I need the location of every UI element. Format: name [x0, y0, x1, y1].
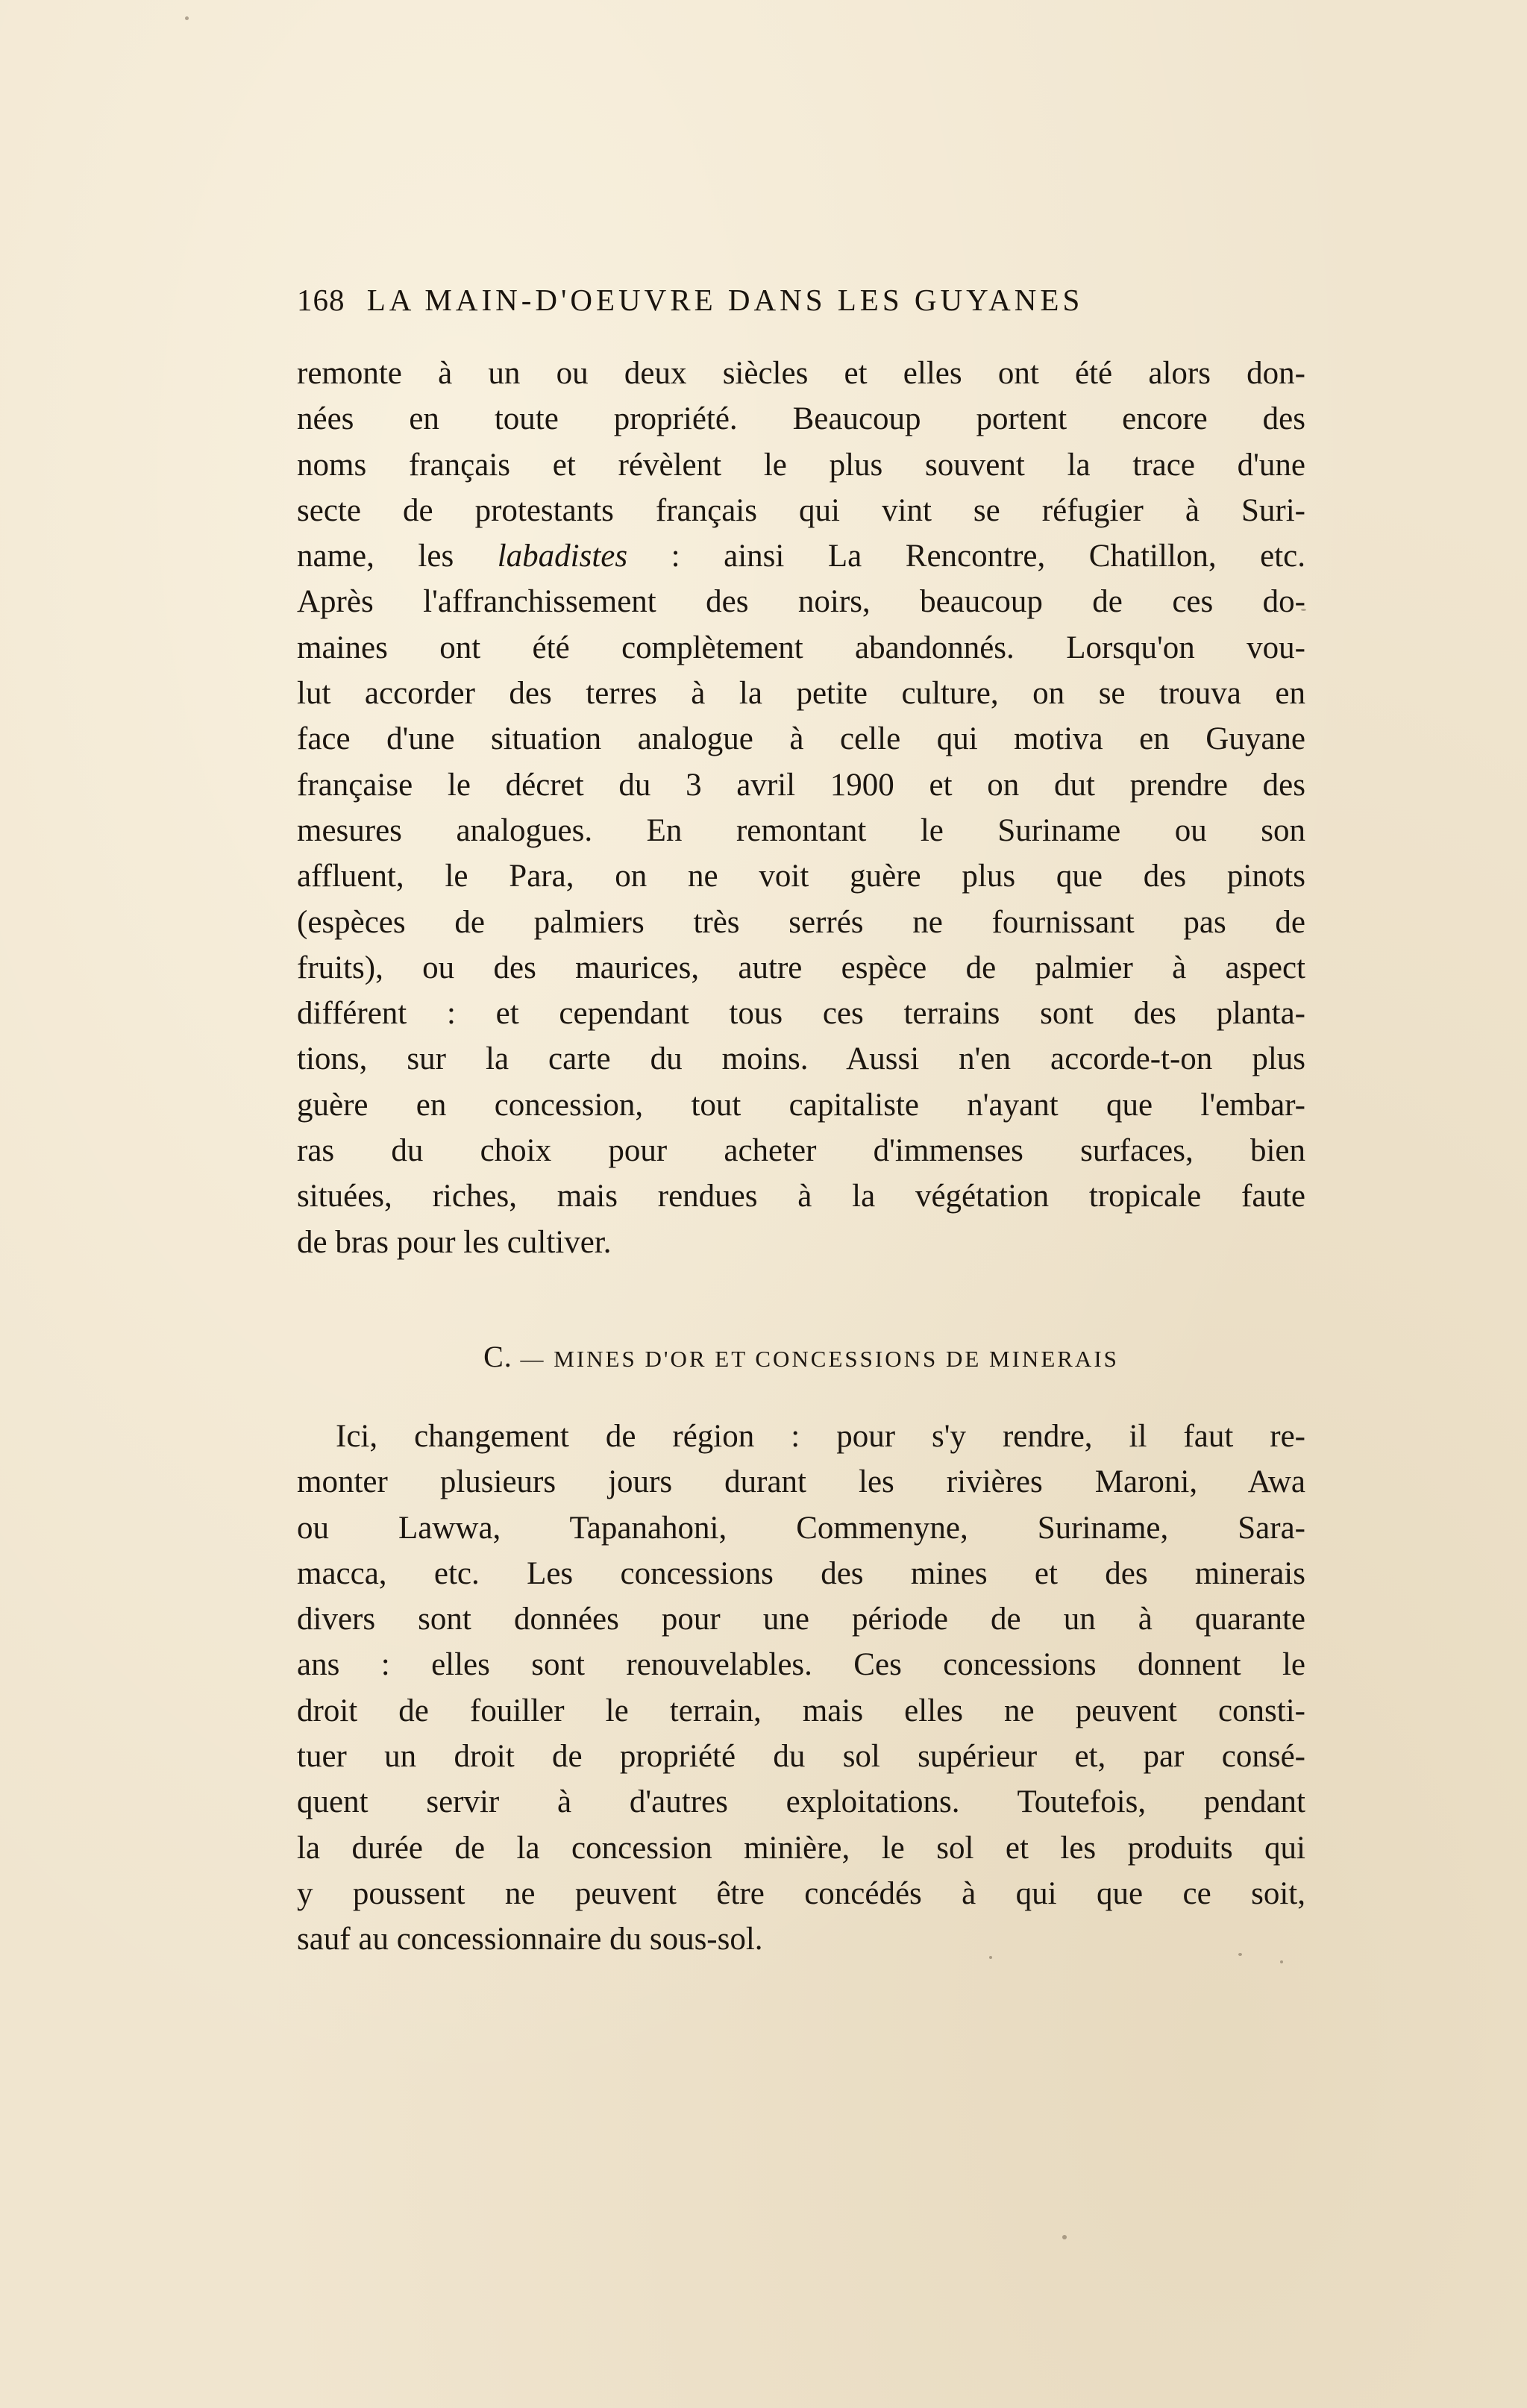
text-line: sauf au concessionnaire du sous-sol.	[297, 1922, 763, 1957]
text-line: la durée de la concession minière, le sol et les produits qui	[297, 1830, 1305, 1866]
text-line: guère en concession, tout capitaliste n'ayant que l'embar-	[297, 1087, 1305, 1123]
text-line: face d'une situation analogue à celle qui motiva en Guyane	[297, 721, 1305, 757]
text-line: de bras pour les cultiver.	[297, 1224, 612, 1260]
text-line: secte de protestants français qui vint se réfugier à Suri-	[297, 492, 1305, 528]
text-line: quent servir à d'autres exploitations. Toutefois, pendant	[297, 1784, 1305, 1820]
text-segment: : ainsi La Rencontre, Chatillon, etc.	[627, 539, 1305, 574]
italic-term: labadistes	[497, 539, 628, 574]
text-line: tions, sur la carte du moins. Aussi n'en accorde-t-on plus	[297, 1041, 1305, 1077]
section-letter: C.	[483, 1340, 512, 1373]
paper-speck	[1062, 2235, 1067, 2239]
text-line: lut accorder des terres à la petite culture, on se trouva en	[297, 676, 1305, 712]
running-title: LA MAIN-D'OEUVRE DANS LES GUYANES	[366, 283, 1084, 317]
page-number: 168	[297, 283, 345, 317]
paper-speck	[1280, 1960, 1283, 1963]
text-line: y poussent ne peuvent être concédés à qui que ce soit,	[297, 1875, 1305, 1911]
text-line: nées en toute propriété. Beaucoup portent encore des	[297, 401, 1305, 437]
text-line: Ici, changement de région : pour s'y rendre, il faut re-	[336, 1419, 1305, 1454]
paper-speck	[1238, 1953, 1242, 1956]
section-dash: —	[520, 1346, 546, 1372]
text-line: française le décret du 3 avril 1900 et on dut prendre des	[297, 767, 1305, 803]
text-line: Après l'affranchissement des noirs, beaucoup de ces do-	[297, 584, 1305, 620]
paragraph-1	[297, 351, 1305, 1265]
paragraph-2	[297, 1414, 1305, 1963]
text-line: (espèces de palmiers très serrés ne fournissant pas de	[297, 904, 1305, 940]
text-line: ras du choix pour acheter d'immenses surfaces, bien	[297, 1133, 1305, 1169]
paper-speck	[989, 1956, 992, 1959]
paper-speck	[1301, 609, 1306, 611]
text-line: fruits), ou des maurices, autre espèce de palmier à aspect	[297, 950, 1305, 985]
paper-speck	[185, 16, 189, 20]
text-line: affluent, le Para, on ne voit guère plus que des pinots	[297, 859, 1305, 894]
text-line: différent : et cependant tous ces terrains sont des planta-	[297, 996, 1305, 1032]
text-line: monter plusieurs jours durant les rivières Maroni, Awa	[297, 1464, 1305, 1500]
text-line: tuer un droit de propriété du sol supérieur et, par consé-	[297, 1739, 1305, 1775]
running-head	[297, 282, 1274, 318]
text-line: droit de fouiller le terrain, mais elles ne peuvent consti-	[297, 1693, 1305, 1728]
text-line: ans : elles sont renouvelables. Ces concessions donnent le	[297, 1647, 1305, 1683]
text-line: remonte à un ou deux siècles et elles ont été alors don-	[297, 356, 1305, 391]
text-line: macca, etc. Les concessions des mines et des minerais	[297, 1555, 1305, 1591]
section-title: MINES D'OR ET CONCESSIONS DE MINERAIS	[554, 1346, 1119, 1372]
text-line	[297, 533, 1305, 579]
text-line: maines ont été complètement abandonnés. Lorsqu'on vou-	[297, 630, 1305, 665]
text-line: divers sont données pour une période de un à quarante	[297, 1602, 1305, 1637]
text-line: noms français et révèlent le plus souvent la trace d'une	[297, 447, 1305, 483]
text-line: ou Lawwa, Tapanahoni, Commenyne, Suriname, Sara-	[297, 1510, 1305, 1546]
text-segment: name, les	[297, 539, 498, 574]
text-line: mesures analogues. En remontant le Suriname ou son	[297, 812, 1305, 848]
section-heading	[297, 1339, 1305, 1374]
text-line: situées, riches, mais rendues à la végétation tropicale faute	[297, 1179, 1305, 1214]
